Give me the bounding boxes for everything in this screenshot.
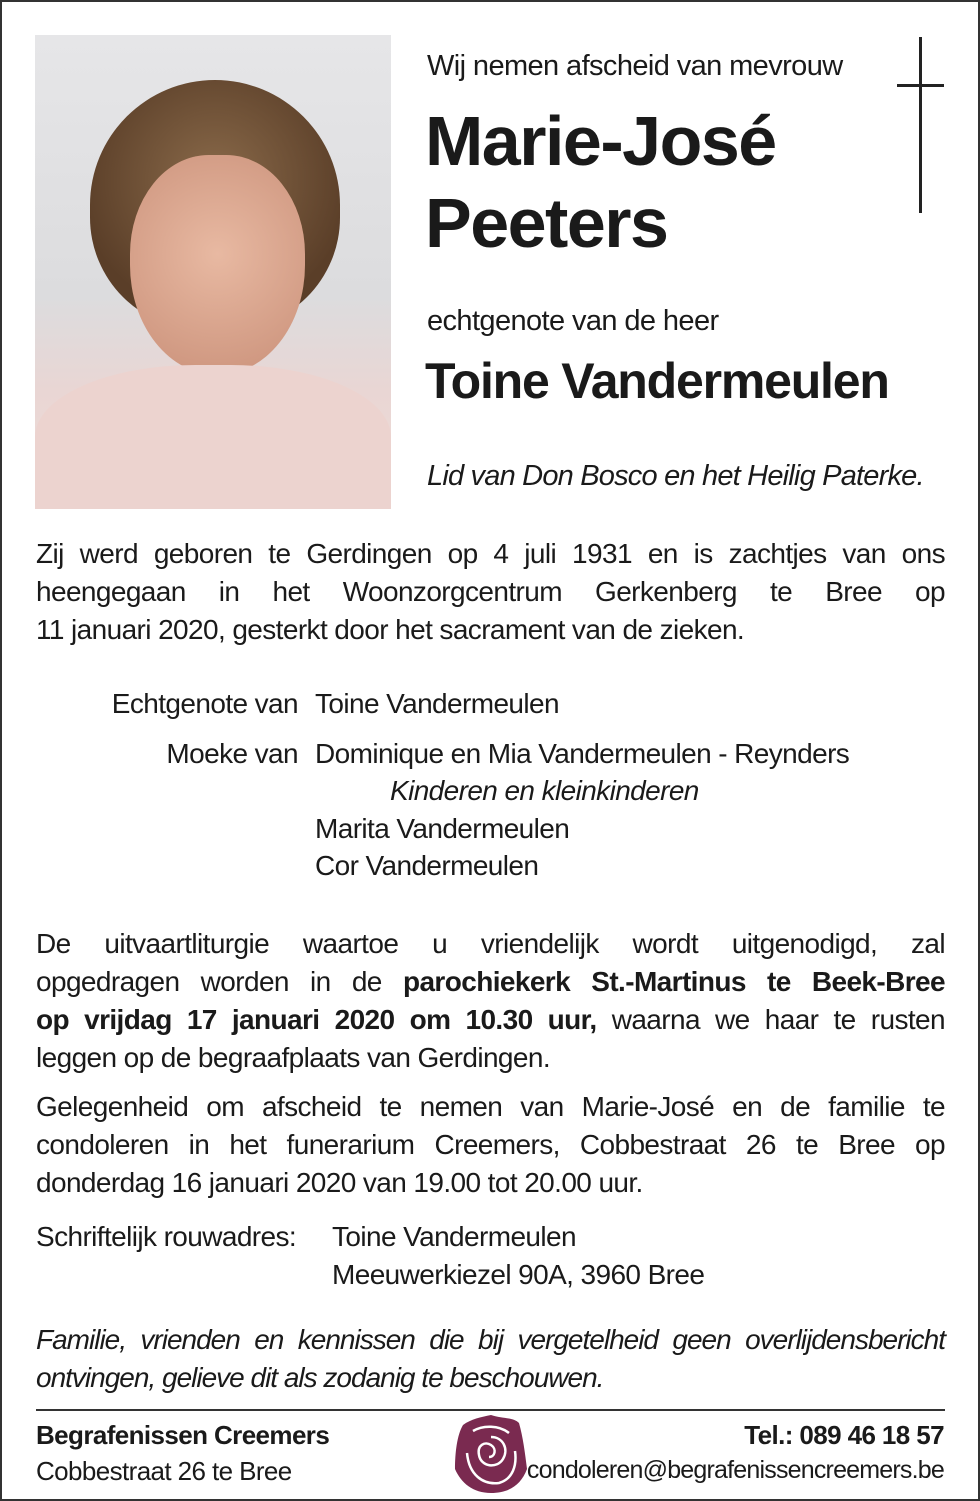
portrait-photo — [35, 35, 391, 509]
last-name: Peeters — [425, 184, 668, 262]
bio-line: 11 januari 2020, gesterkt door het sacrament van de zieken. — [36, 614, 745, 645]
biography — [36, 535, 945, 649]
child: Marita Vandermeulen — [315, 813, 570, 844]
bio-line: Zij werd geboren te Gerdingen op 4 juli 1931 en is zachtjes van ons — [36, 538, 945, 569]
first-name: Marie-José — [425, 102, 776, 180]
funeral-line — [36, 1001, 945, 1039]
address-label: Schriftelijk rouwadres: — [36, 1221, 297, 1252]
condolence-line: condoleren in het funerarium Creemers, Cobbestraat 26 te Bree op — [36, 1129, 945, 1160]
spouse-value: Toine Vandermeulen — [315, 688, 559, 719]
membership: Lid van Don Bosco en het Heilig Paterke. — [427, 460, 924, 492]
company-name: Begrafenissen Creemers — [36, 1420, 330, 1450]
condolence-info — [36, 1088, 945, 1202]
company-phone: Tel.: 089 46 18 57 — [744, 1420, 944, 1450]
cross-icon — [919, 37, 922, 213]
spouse-intro: echtgenote van de heer — [427, 305, 719, 337]
bio-line: heengegaan in het Woonzorgcentrum Gerkenberg te Bree op — [36, 576, 945, 607]
address-name: Toine Vandermeulen — [332, 1221, 576, 1252]
notice-line: Familie, vrienden en kennissen die bij vergetelheid geen overlijdensbericht — [36, 1324, 945, 1355]
deceased-name — [425, 100, 776, 264]
child: Cor Vandermeulen — [315, 850, 539, 881]
spouse-name: Toine Vandermeulen — [425, 353, 889, 409]
intro-text: Wij nemen afscheid van mevrouw — [427, 50, 843, 82]
condolence-line: Gelegenheid om afscheid te nemen van Marie-José en de familie te — [36, 1091, 945, 1122]
spouse-label: Echtgenote van — [111, 688, 298, 719]
funeral-line: De uitvaartliturgie waartoe u vriendelijk wordt uitgenodigd, zal — [36, 928, 945, 959]
church: parochiekerk St.-Martinus te Beek-Bree — [402, 966, 945, 997]
condolence-line: donderdag 16 januari 2020 van 19.00 tot 20.00 uur. — [36, 1167, 643, 1198]
company-email[interactable]: condoleren@begrafenissencreemers.be — [526, 1456, 944, 1484]
child: Dominique en Mia Vandermeulen - Reynders — [315, 738, 850, 769]
notice-line: ontvingen, gelieve dit als zodanig te beschouwen. — [36, 1362, 604, 1393]
address-street: Meeuwerkiezel 90A, 3960 Bree — [332, 1259, 705, 1290]
funeral-info — [36, 925, 945, 1077]
funeral-line: leggen op de begraafplaats van Gerdingen. — [36, 1042, 551, 1073]
footer-divider — [36, 1409, 945, 1411]
text: waarna we haar te rusten — [596, 1004, 945, 1035]
grandchildren-note: Kinderen en kleinkinderen — [390, 775, 699, 806]
notice — [36, 1321, 945, 1397]
company-street: Cobbestraat 26 te Bree — [36, 1456, 292, 1486]
funeral-line — [36, 963, 945, 1001]
text: opgedragen worden in de — [36, 966, 403, 997]
date-time: op vrijdag 17 januari 2020 om 10.30 uur, — [36, 1004, 597, 1035]
cross-icon-bar — [897, 84, 944, 87]
rose-icon — [453, 1413, 529, 1495]
mother-label: Moeke van — [166, 738, 298, 769]
